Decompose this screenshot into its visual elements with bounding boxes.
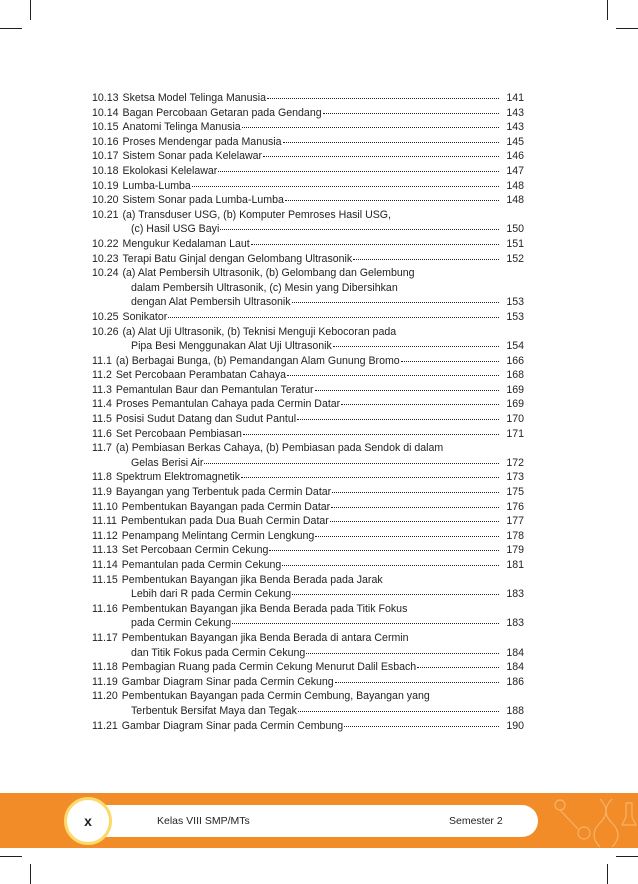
page-number-ref: 154 (506, 340, 524, 353)
figure-number: 11.16 (92, 602, 118, 615)
figure-number: 11.8 (92, 471, 112, 484)
figure-number: 11.4 (92, 398, 112, 411)
figure-number: 11.3 (92, 383, 112, 396)
figure-title: (a) Berbagai Bunga, (b) Pemandangan Alam Gunung Bromo (115, 354, 400, 367)
figure-title: Pipa Besi Menggunakan Alat Uji Ultrasonik (131, 340, 332, 353)
dot-leader (297, 410, 499, 420)
page-number-ref: 150 (506, 223, 524, 236)
dot-leader (282, 556, 499, 566)
dot-leader (283, 133, 499, 143)
toc-entry (92, 252, 524, 267)
figure-title: (a) Pembiasan Berkas Cahaya, (b) Pembiasan pada Sendok di dalam (115, 442, 444, 455)
figure-title: Lumba-Lumba (122, 179, 191, 192)
dot-leader (331, 498, 499, 508)
figure-title: pada Cermin Cekung (131, 617, 232, 630)
figure-number: 10.13 (92, 92, 119, 104)
figure-title: (a) Transduser USG, (b) Komputer Pemroses Hasil USG, (122, 208, 391, 221)
figure-number: 11.15 (92, 573, 118, 586)
dot-leader (243, 425, 499, 435)
page-number-ref: 183 (506, 588, 524, 601)
figure-number: 10.26 (92, 325, 119, 338)
page-number-ref: 178 (506, 529, 524, 542)
dot-leader (251, 235, 499, 245)
toc-entry-continuation (92, 587, 524, 602)
figure-title: Set Percobaan Cermin Cekung (121, 544, 269, 557)
crop-mark-top-right-h (616, 28, 638, 29)
page-number-ref: 141 (506, 92, 524, 104)
page-number-ref: 148 (506, 179, 524, 192)
figure-number: 10.19 (92, 179, 119, 192)
dot-leader (298, 702, 499, 712)
page-number-ref: 179 (506, 544, 524, 557)
figure-title: dengan Alat Pembersih Ultrasonik (131, 296, 291, 309)
dot-leader (335, 673, 499, 683)
dot-leader (168, 308, 499, 318)
figure-title: Spektrum Elektromagnetik (115, 471, 241, 484)
figure-number: 10.22 (92, 237, 119, 250)
toc-entry (92, 602, 524, 631)
semester-label: Semester 2 (449, 815, 503, 827)
dot-leader (287, 366, 499, 376)
figure-number: 10.18 (92, 164, 119, 177)
toc-entry-line (92, 558, 524, 573)
dot-leader (218, 162, 499, 172)
page-number-ref: 183 (506, 617, 524, 630)
crop-mark-top-left-h (0, 28, 22, 29)
page-number-ref: 172 (506, 456, 524, 469)
page-number-badge (64, 797, 112, 845)
figure-title: Proses Mendengar pada Manusia (122, 135, 282, 148)
figure-number: 11.14 (92, 559, 118, 571)
figure-number: 11.12 (92, 529, 118, 542)
page-number-ref: 186 (506, 675, 524, 688)
figure-number: 11.7 (92, 442, 112, 455)
toc-entry (92, 325, 524, 354)
dot-leader (220, 220, 499, 230)
figure-title: Bayangan yang Terbentuk pada Cermin Datar (115, 486, 332, 499)
figure-title: dan Titik Fokus pada Cermin Cekung (131, 646, 306, 659)
figure-title: Gambar Diagram Sinar pada Cermin Cekung (121, 675, 334, 688)
toc-entry (92, 310, 524, 325)
figure-number: 10.16 (92, 135, 119, 148)
dot-leader (306, 644, 499, 654)
page-number-ref: 153 (506, 310, 524, 323)
page-number-ref: 153 (506, 296, 524, 309)
toc-entry (92, 266, 524, 310)
science-pattern-icon (540, 793, 638, 848)
figure-number: 11.10 (92, 500, 118, 513)
dot-leader (353, 250, 499, 260)
crop-mark-top-left-v (30, 0, 31, 20)
page-number-ref: 166 (506, 354, 524, 367)
figure-title: (c) Hasil USG Bayi (131, 223, 220, 236)
dot-leader (344, 717, 499, 727)
figure-title: Ekolokasi Kelelawar (122, 164, 218, 177)
page-number-ref: 188 (506, 704, 524, 717)
page-number-ref: 175 (506, 486, 524, 499)
figure-title: Gelas Berisi Air (131, 456, 204, 469)
figure-number: 10.23 (92, 252, 119, 265)
page-number-ref: 168 (506, 369, 524, 382)
page-footer (0, 793, 638, 848)
figure-title: Pembentukan Bayangan jika Benda Berada pada Titik Fokus (121, 602, 408, 615)
figure-number: 11.9 (92, 486, 112, 499)
dot-leader (232, 614, 499, 624)
page-number-ref: 143 (506, 121, 524, 134)
crop-mark-bottom-left-h (0, 856, 22, 857)
figure-number: 11.20 (92, 690, 118, 703)
list-of-figures (92, 91, 524, 733)
dot-leader (292, 293, 499, 303)
figure-title: Posisi Sudut Datang dan Sudut Pantul (115, 413, 297, 426)
dot-leader (292, 585, 499, 595)
dot-leader (315, 381, 499, 391)
dot-leader (323, 104, 499, 114)
dot-leader (192, 177, 499, 187)
page-number-ref: 148 (506, 194, 524, 207)
dot-leader (242, 118, 499, 128)
toc-entry (92, 208, 524, 237)
dot-leader (269, 541, 499, 551)
page-number-ref: 143 (506, 106, 524, 119)
figure-title: Set Percobaan Pembiasan (115, 427, 242, 440)
figure-number: 11.18 (92, 661, 118, 674)
toc-entry-line (92, 310, 524, 325)
toc-entry (92, 427, 524, 442)
figure-number: 11.1 (92, 354, 112, 367)
figure-number: 10.17 (92, 150, 119, 163)
toc-entry (92, 689, 524, 718)
figure-title: Mengukur Kedalaman Laut (122, 237, 250, 250)
figure-number: 10.21 (92, 208, 119, 221)
toc-entry (92, 675, 524, 690)
figure-title: Sonikator (122, 310, 168, 323)
figure-title: Lebih dari R pada Cermin Cekung (131, 588, 292, 601)
page-number-ref: 169 (506, 398, 524, 411)
page-number-ref: 146 (506, 150, 524, 163)
figure-title: Pembentukan pada Dua Buah Cermin Datar (120, 515, 329, 528)
figure-title: Pembagian Ruang pada Cermin Cekung Menurut Dalil Esbach (121, 661, 417, 674)
toc-entry (92, 573, 524, 602)
page-number-ref: 181 (506, 559, 524, 571)
page-number-ref: 169 (506, 383, 524, 396)
figure-title: Gambar Diagram Sinar pada Cermin Cembung (121, 719, 344, 732)
page-number-ref: 184 (506, 646, 524, 659)
figure-number: 11.5 (92, 413, 112, 426)
figure-title: Set Percobaan Perambatan Cahaya (115, 369, 287, 382)
dot-leader (263, 147, 499, 157)
figure-number: 11.2 (92, 369, 112, 382)
figure-number: 11.6 (92, 427, 112, 440)
page-number-ref: 173 (506, 471, 524, 484)
figure-number: 10.20 (92, 194, 119, 207)
figure-number: 11.21 (92, 719, 118, 732)
dot-leader (333, 337, 499, 347)
crop-mark-bottom-left-v (30, 864, 31, 884)
crop-mark-bottom-right-h (616, 856, 638, 857)
dot-leader (341, 395, 499, 405)
page-number-ref: 170 (506, 413, 524, 426)
figure-title: Proses Pemantulan Cahaya pada Cermin Datar (115, 398, 341, 411)
figure-title: Penampang Melintang Cermin Lengkung (121, 529, 315, 542)
figure-title: Pemantulan Baur dan Pemantulan Teratur (115, 383, 314, 396)
page-number: x (84, 813, 92, 829)
page-number-ref: 171 (506, 427, 524, 440)
page-number-ref: 145 (506, 135, 524, 148)
figure-number: 10.24 (92, 267, 119, 280)
page-number-ref: 152 (506, 252, 524, 265)
toc-entry-line (92, 675, 524, 690)
crop-mark-bottom-right-v (607, 864, 608, 884)
dot-leader (285, 191, 499, 201)
toc-entry-line (92, 719, 524, 734)
toc-entry-continuation (92, 616, 524, 631)
toc-entry (92, 558, 524, 573)
figure-title: dalam Pembersih Ultrasonik, (c) Mesin yang Dibersihkan (131, 281, 398, 294)
dot-leader (332, 483, 499, 493)
figure-title: Sketsa Model Telinga Manusia (122, 92, 267, 104)
toc-entry (92, 719, 524, 734)
figure-title: Pembentukan Bayangan pada Cermin Cembung, Bayangan yang (121, 690, 430, 703)
figure-title: Anatomi Telinga Manusia (122, 121, 241, 134)
figure-title: Bagan Percobaan Getaran pada Gendang (122, 106, 322, 119)
toc-entry-line (92, 266, 524, 281)
toc-entry-line (92, 193, 524, 208)
page-number-ref: 177 (506, 515, 524, 528)
figure-number: 10.25 (92, 310, 119, 323)
page-number-ref: 151 (506, 237, 524, 250)
figure-title: Pembentukan Bayangan jika Benda Berada pada Jarak (121, 573, 383, 586)
crop-mark-top-right-v (607, 0, 608, 20)
figure-title: Sistem Sonar pada Kelelawar (122, 150, 263, 163)
toc-entry-line (92, 427, 524, 442)
figure-title: Pembentukan Bayangan jika Benda Berada di antara Cermin (121, 631, 409, 644)
toc-entry-line (92, 252, 524, 267)
dot-leader (417, 658, 499, 668)
toc-entry (92, 631, 524, 660)
figure-number: 11.13 (92, 544, 118, 557)
dot-leader (241, 468, 499, 478)
figure-title: Sistem Sonar pada Lumba-Lumba (122, 194, 284, 207)
book-title: Kelas VIII SMP/MTs (157, 815, 250, 827)
dot-leader (315, 527, 499, 537)
dot-leader (401, 352, 499, 362)
figure-title: (a) Alat Pembersih Ultrasonik, (b) Gelombang dan Gelembung (122, 267, 415, 280)
dot-leader (330, 512, 499, 522)
dot-leader (267, 89, 499, 99)
figure-number: 10.15 (92, 121, 119, 134)
page-number-ref: 190 (506, 719, 524, 732)
figure-number: 11.19 (92, 675, 118, 688)
figure-number: 11.11 (92, 515, 117, 528)
toc-entry (92, 441, 524, 470)
page-number-ref: 176 (506, 500, 524, 513)
figure-title: Pembentukan Bayangan pada Cermin Datar (121, 500, 331, 513)
figure-title: Pemantulan pada Cermin Cekung (121, 559, 282, 571)
figure-number: 10.14 (92, 106, 119, 119)
page-number-ref: 147 (506, 164, 524, 177)
dot-leader (204, 454, 499, 464)
page-number-ref: 184 (506, 661, 524, 674)
figure-title: (a) Alat Uji Ultrasonik, (b) Teknisi Menguji Kebocoran pada (122, 325, 397, 338)
toc-entry (92, 193, 524, 208)
figure-title: Terbentuk Bersifat Maya dan Tegak (131, 704, 297, 717)
figure-title: Terapi Batu Ginjal dengan Gelombang Ultrasonik (122, 252, 353, 265)
figure-number: 11.17 (92, 631, 118, 644)
